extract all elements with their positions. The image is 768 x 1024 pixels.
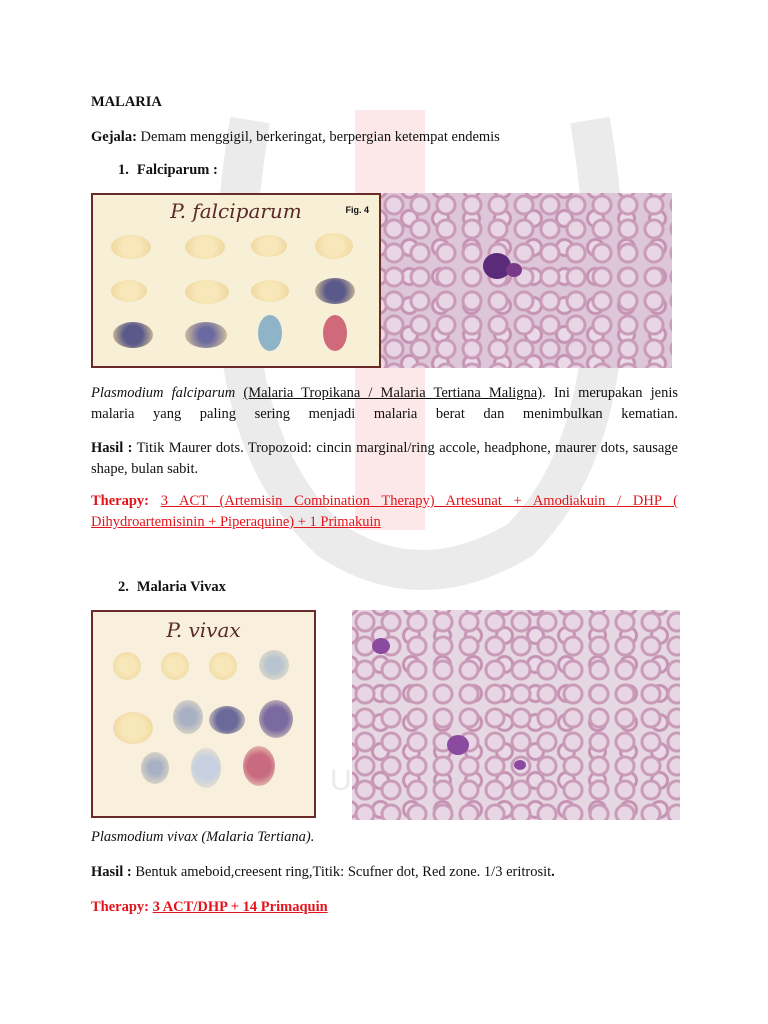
gejala-label: Gejala: bbox=[91, 129, 137, 145]
document-title: MALARIA bbox=[91, 94, 162, 110]
vivax-smear-photo bbox=[352, 610, 680, 820]
section-heading-vivax: 2. Malaria Vivax bbox=[118, 579, 226, 595]
svg-text:US: US bbox=[330, 764, 372, 797]
vivax-description: Plasmodium vivax (Malaria Tertiana). bbox=[91, 829, 315, 845]
vivax-diagram-image: P. vivax bbox=[91, 610, 316, 818]
falciparum-therapy: Therapy: 3 ACT (Artemisin Combination Therapy) Artesunat + Amodiakuin / DHP ( Dihydroartemisinin + Piperaquine) + 1 Primakuin bbox=[91, 493, 679, 530]
falciparum-smear-photo bbox=[381, 193, 672, 368]
falciparum-description: Plasmodium falciparum (Malaria Tropikana / Malaria Tertiana Maligna). Ini merupakan jenis malaria yang paling sering menjadi malaria berat dan menimbulkan kematian. bbox=[91, 385, 678, 422]
vivax-therapy: Therapy: 3 ACT/DHP + 14 Primaquin bbox=[91, 899, 328, 915]
falciparum-hasil: Hasil : Titik Maurer dots. Tropozoid: cincin marginal/ring accole, headphone, maurer dots, sausage shape, bulan sabit. bbox=[91, 440, 678, 477]
falciparum-diagram-image: P. falciparum Fig. 4 bbox=[91, 193, 381, 368]
vivax-hasil: Hasil : Bentuk ameboid,creesent ring,Titik: Scufner dot, Red zone. 1/3 eritrosit. bbox=[91, 864, 555, 880]
section-heading-falciparum: 1. Falciparum : bbox=[118, 162, 218, 178]
gejala-line bbox=[91, 129, 678, 146]
gejala-text: Demam menggigil, berkeringat, berpergian ketempat endemis bbox=[136, 129, 500, 145]
